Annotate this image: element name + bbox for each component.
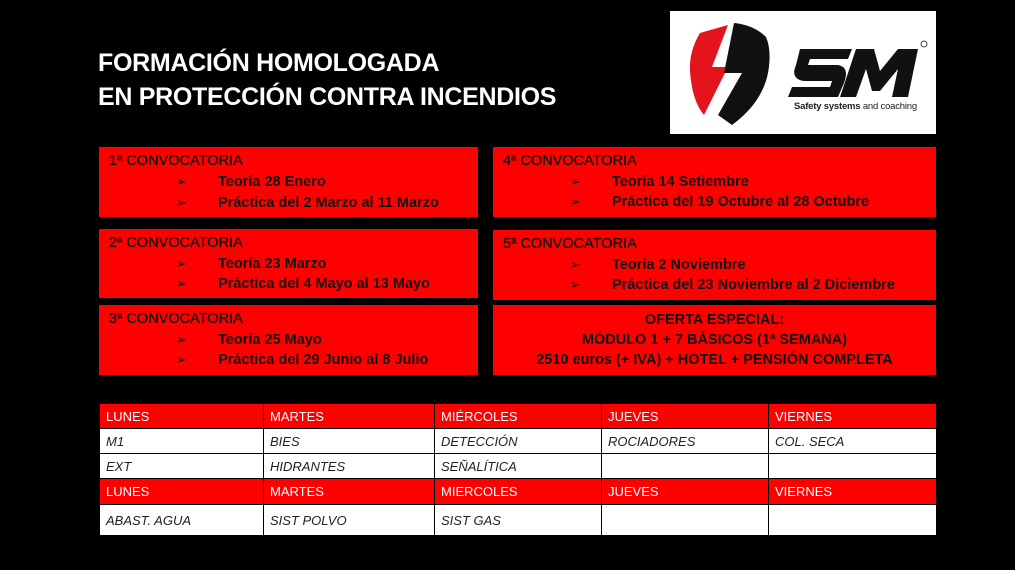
title-line-2: EN PROTECCIÓN CONTRA INCENDIOS (98, 83, 557, 111)
convocatoria-4-card (493, 147, 936, 217)
header-martes: MARTES (264, 479, 435, 505)
convocatoria-title: 2ª CONVOCATORIA (109, 235, 243, 251)
header-viernes: VIERNES (769, 404, 937, 429)
header-miercoles: MIERCOLES (435, 479, 602, 505)
table-row (100, 454, 937, 479)
table-cell: SIST POLVO (264, 505, 435, 536)
practica-line: ➢ Práctica del 2 Marzo al 11 Marzo (176, 195, 439, 211)
arrow-bullet-icon: ➢ (176, 256, 187, 271)
header-jueves: JUEVES (602, 404, 769, 429)
table-cell: ROCIADORES (602, 429, 769, 454)
shield-lightning-icon (670, 11, 936, 134)
convocatoria-title: 1ª CONVOCATORIA (109, 153, 243, 169)
offer-modules: MÓDULO 1 + 7 BÁSICOS (1ª SEMANA) (581, 332, 848, 348)
title-line-1: FORMACIÓN HOMOLOGADA (98, 49, 440, 77)
teoria-line: ➢ Teoría 14 Setiembre (570, 174, 749, 190)
table-cell: SIST GAS (435, 505, 602, 536)
teoria-line: ➢ Teoría 28 Enero (176, 174, 326, 190)
convocatoria-5-card (493, 230, 936, 300)
teoria-line: ➢ Teoría 25 Mayo (176, 332, 322, 348)
header-lunes: LUNES (100, 404, 264, 429)
header-martes: MARTES (264, 404, 435, 429)
table-row (100, 505, 937, 536)
table-cell (602, 454, 769, 479)
arrow-bullet-icon: ➢ (570, 174, 581, 189)
table-cell (602, 505, 769, 536)
arrow-bullet-icon: ➢ (176, 276, 187, 291)
week-2-header-row (100, 479, 937, 505)
convocatoria-1-card (99, 147, 478, 217)
table-cell: BIES (264, 429, 435, 454)
arrow-bullet-icon: ➢ (570, 257, 581, 272)
teoria-line: ➢ Teoría 23 Marzo (176, 256, 327, 272)
week-1-header-row (100, 404, 937, 429)
special-offer-card (493, 305, 936, 375)
logo-tagline: Safety systems and coaching (794, 101, 917, 112)
practica-line: ➢ Práctica del 19 Octubre al 28 Octubre (570, 194, 870, 210)
header-viernes: VIERNES (769, 479, 937, 505)
teoria-line: ➢ Teoría 2 Noviembre (570, 257, 746, 273)
practica-line: ➢ Práctica del 23 Noviembre al 2 Diciembre (570, 277, 895, 293)
table-row (100, 429, 937, 454)
table-cell: SEÑALÍTICA (435, 454, 602, 479)
table-cell: M1 (100, 429, 264, 454)
header-jueves: JUEVES (602, 479, 769, 505)
header-miercoles: MIÉRCOLES (435, 404, 602, 429)
practica-line: ➢ Práctica del 29 Junio al 8 Julio (176, 352, 429, 368)
company-logo (670, 11, 936, 134)
offer-title: OFERTA ESPECIAL: (644, 312, 785, 328)
arrow-bullet-icon: ➢ (176, 195, 187, 210)
table-cell: DETECCIÓN (435, 429, 602, 454)
offer-price: 2510 euros (+ IVA) + HOTEL + PENSIÓN COMPLETA (536, 352, 893, 368)
arrow-bullet-icon: ➢ (570, 277, 581, 292)
arrow-bullet-icon: ➢ (176, 332, 187, 347)
weekly-schedule-table (99, 403, 937, 536)
table-cell (769, 505, 937, 536)
convocatoria-2-card (99, 229, 478, 298)
convocatoria-3-card (99, 305, 478, 375)
header-lunes: LUNES (100, 479, 264, 505)
table-cell (769, 454, 937, 479)
table-cell: ABAST. AGUA (100, 505, 264, 536)
table-cell: EXT (100, 454, 264, 479)
page-title (98, 46, 556, 114)
convocatoria-title: 4ª CONVOCATORIA (503, 153, 637, 169)
convocatoria-title: 5ª CONVOCATORIA (503, 236, 637, 252)
table-cell: HIDRANTES (264, 454, 435, 479)
arrow-bullet-icon: ➢ (176, 174, 187, 189)
table-cell: COL. SECA (769, 429, 937, 454)
convocatoria-title: 3ª CONVOCATORIA (109, 311, 243, 327)
practica-line: ➢ Práctica del 4 Mayo al 13 Mayo (176, 276, 430, 292)
arrow-bullet-icon: ➢ (570, 194, 581, 209)
arrow-bullet-icon: ➢ (176, 352, 187, 367)
